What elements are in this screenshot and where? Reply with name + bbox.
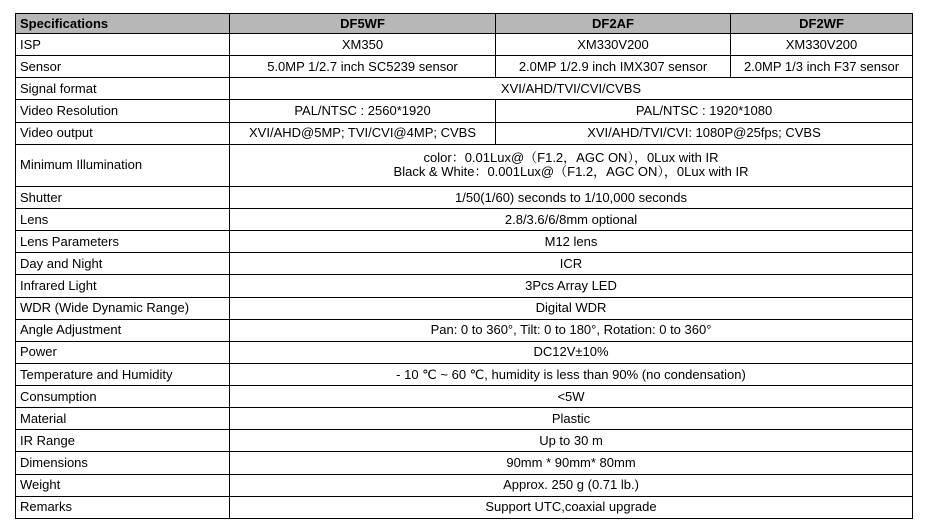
value-isp-df2af: XM330V200 [496,34,731,56]
label-lens-parameters: Lens Parameters [16,231,230,253]
header-row [16,14,913,34]
row-ir-range [16,430,913,452]
row-sensor [16,56,913,78]
value-video-output-df2: XVI/AHD/TVI/CVI: 1080P@25fps; CVBS [496,122,913,144]
value-ir-range: Up to 30 m [230,430,913,452]
value-remarks: Support UTC,coaxial upgrade [230,496,913,518]
label-infrared-light: Infrared Light [16,275,230,297]
value-isp-df2wf: XM330V200 [731,34,913,56]
min-illumination-color: color：0.01Lux@（F1.2，AGC ON），0Lux with IR [423,150,719,166]
row-dimensions [16,452,913,474]
value-day-night: ICR [230,253,913,275]
value-lens: 2.8/3.6/6/8mm optional [230,209,913,231]
value-sensor-df5wf: 5.0MP 1/2.7 inch SC5239 sensor [230,56,496,78]
row-angle-adjustment [16,319,913,341]
label-power: Power [16,341,230,363]
row-infrared-light [16,275,913,297]
label-signal-format: Signal format [16,78,230,100]
header-df2af: DF2AF [496,14,731,34]
label-weight: Weight [16,474,230,496]
row-power [16,341,913,363]
row-material [16,408,913,430]
label-video-output: Video output [16,122,230,144]
header-df2wf: DF2WF [731,14,913,34]
value-power: DC12V±10% [230,341,913,363]
spec-table [15,13,913,519]
value-dimensions: 90mm * 90mm* 80mm [230,452,913,474]
label-angle-adjustment: Angle Adjustment [16,319,230,341]
label-lens: Lens [16,209,230,231]
label-min-illumination: Minimum Illumination [16,144,230,186]
value-video-resolution-df2: PAL/NTSC : 1920*1080 [496,100,913,122]
value-video-resolution-df5wf: PAL/NTSC : 2560*1920 [230,100,496,122]
label-sensor: Sensor [16,56,230,78]
value-material: Plastic [230,408,913,430]
value-video-output-df5wf: XVI/AHD@5MP; TVI/CVI@4MP; CVBS [230,122,496,144]
value-shutter: 1/50(1/60) seconds to 1/10,000 seconds [230,186,913,208]
value-sensor-df2wf: 2.0MP 1/3 inch F37 sensor [731,56,913,78]
label-shutter: Shutter [16,186,230,208]
label-dimensions: Dimensions [16,452,230,474]
row-lens-parameters [16,231,913,253]
value-angle-adjustment: Pan: 0 to 360°, Tilt: 0 to 180°, Rotation: 0 to 360° [230,319,913,341]
label-consumption: Consumption [16,386,230,408]
row-remarks [16,496,913,518]
min-illumination-bw: Black & White：0.001Lux@（F1.2，AGC ON），0Lux with IR [393,164,749,180]
value-weight: Approx. 250 g (0.71 lb.) [230,474,913,496]
label-isp: ISP [16,34,230,56]
row-min-illumination [16,144,913,186]
header-specifications: Specifications [16,14,230,34]
value-temperature-humidity: - 10 ℃ ~ 60 ℃, humidity is less than 90% (no condensation) [230,363,913,385]
row-weight [16,474,913,496]
value-signal-format: XVI/AHD/TVI/CVI/CVBS [230,78,913,100]
label-temperature-humidity: Temperature and Humidity [16,363,230,385]
row-day-night [16,253,913,275]
label-video-resolution: Video Resolution [16,100,230,122]
value-isp-df5wf: XM350 [230,34,496,56]
label-day-night: Day and Night [16,253,230,275]
value-lens-parameters: M12 lens [230,231,913,253]
value-infrared-light: 3Pcs Array LED [230,275,913,297]
row-consumption [16,386,913,408]
row-lens [16,209,913,231]
value-sensor-df2af: 2.0MP 1/2.9 inch IMX307 sensor [496,56,731,78]
value-consumption: <5W [230,386,913,408]
row-temperature-humidity [16,363,913,385]
header-df5wf: DF5WF [230,14,496,34]
label-ir-range: IR Range [16,430,230,452]
value-min-illumination [230,144,913,186]
label-material: Material [16,408,230,430]
value-wdr: Digital WDR [230,297,913,319]
row-video-output [16,122,913,144]
row-video-resolution [16,100,913,122]
row-isp [16,34,913,56]
row-wdr [16,297,913,319]
label-wdr: WDR (Wide Dynamic Range) [16,297,230,319]
row-signal-format [16,78,913,100]
row-shutter [16,186,913,208]
label-remarks: Remarks [16,496,230,518]
